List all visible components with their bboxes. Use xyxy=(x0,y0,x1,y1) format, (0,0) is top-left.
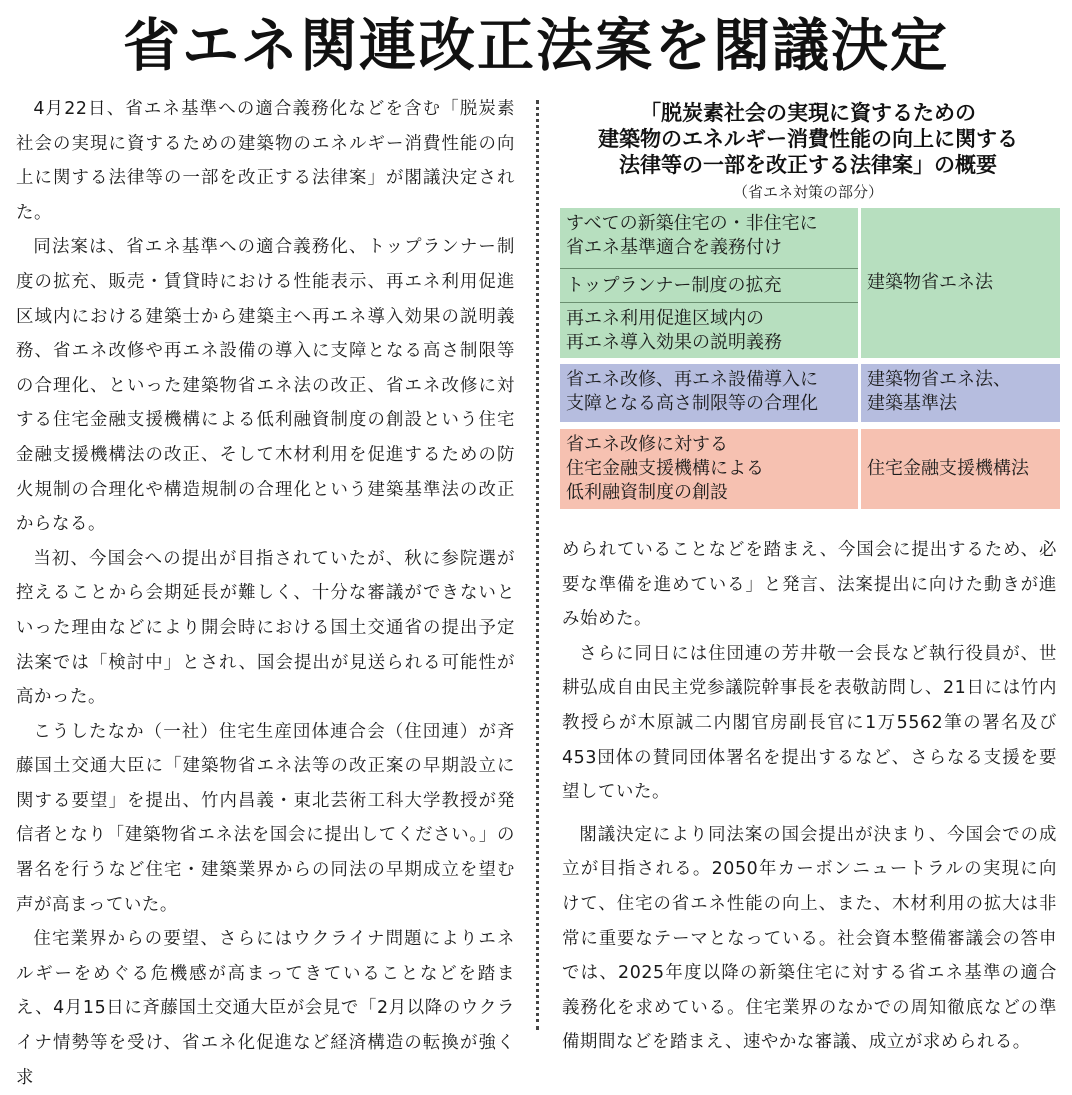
summary-group-building-energy xyxy=(560,208,1060,358)
summary-law: 建築物省エネ法、 建築基準法 xyxy=(858,364,1060,422)
paragraph: められていることなどを踏まえ、今国会に提出するため、必要な準備を進めている」と発言、法案提出に向けた動きが進み始めた。 xyxy=(562,540,1057,630)
summary-title-line: 「脱炭素社会の実現に資するための xyxy=(640,101,976,125)
paragraph: 当初、今国会への提出が目指されていたが、秋に参院選が控えることから会期延長が難しく、十分な審議ができないといった理由などにより開会時における国土交通省の提出予定法案では「検討中」とされ、国会提出が見送られる可能性が高かった。 xyxy=(16,548,515,708)
paragraph: 住宅業界からの要望、さらにはウクライナ問題によりエネルギーをめぐる危機感が高まってきていることなどを踏まえ、4月15日に斉藤国土交通大臣が会見で「2月以降のウクライナ情勢等を受け、省エネ化促進など経済構造の転換が強く求 xyxy=(16,929,515,1088)
summary-item: すべての新築住宅の・非住宅に 省エネ基準適合を義務付け xyxy=(560,208,858,268)
paragraph: 4月22日、省エネ基準への適合義務化などを含む「脱炭素社会の実現に資するための建築物のエネルギー消費性能の向上に関する法律等の一部を改正する法律案」が閣議決定された。 xyxy=(16,99,515,223)
summary-title-line: 法律等の一部を改正する法律案」の概要 xyxy=(619,153,997,177)
summary-group-height-limit xyxy=(560,364,1060,422)
headline: 省エネ関連改正法案を閣議決定 xyxy=(123,12,949,79)
summary-law: 建築物省エネ法 xyxy=(858,208,1060,358)
summary-item: トップランナー制度の拡充 xyxy=(560,268,858,302)
summary-box-subtitle: （省エネ対策の部分） xyxy=(732,183,883,201)
summary-item: 省エネ改修、再エネ設備導入に 支障となる高さ制限等の合理化 xyxy=(560,364,858,422)
paragraph: 閣議決定により同法案の国会提出が決まり、今国会での成立が目指される。2050年カーボンニュートラルの実現に向けて、住宅の省エネ性能の向上、また、木材利用の拡大は非常に重要なテーマとなっている。社会資本整備審議会の答申では、2025年度以降の新築住宅に対する省エネ基準の適合義務化を求めている。住宅業界のなかでの周知徹底などの準備期間などを踏まえ、速やかな審議、成立が求められる。 xyxy=(562,824,1057,1053)
paragraph: さらに同日には住団連の芳井敬一会長など執行役員が、世耕弘成自由民主党参議院幹事長を表敬訪問し、21日には竹内教授らが木原誠二内閣官房副長官に1万5562筆の署名及び453団体の賛同団体署名を提出するなど、さらなる支援を要望していた。 xyxy=(562,643,1057,803)
summary-title-line: 建築物のエネルギー消費性能の向上に関する xyxy=(598,127,1018,151)
summary-box-title xyxy=(558,100,1058,178)
summary-group-loan xyxy=(560,429,1060,509)
summary-item: 再エネ利用促進区域内の 再エネ導入効果の説明義務 xyxy=(560,302,858,358)
column-divider xyxy=(536,100,539,1030)
paragraph: こうしたなか（一社）住宅生産団体連合会（住団連）が斉藤国土交通大臣に「建築物省エネ法等の改正案の早期設立に関する要望」を提出、竹内昌義・東北芸術工科大学教授が発信者となり「建築物省エネ法を国会に提出してください。」の署名を行うなど住宅・建築業界からの同法の早期成立を望む声が高まっていた。 xyxy=(16,721,515,915)
article-left-column xyxy=(16,92,515,1095)
summary-item: 省エネ改修に対する 住宅金融支援機構による 低利融資制度の創設 xyxy=(560,429,858,509)
summary-law: 住宅金融支援機構法 xyxy=(858,429,1060,509)
paragraph: 同法案は、省エネ基準への適合義務化、トップランナー制度の拡充、販売・賃貸時における性能表示、再エネ利用促進区域内における建築士から建築主へ再エネ導入効果の説明義務、省エネ改修や再エネ設備の導入に支障となる高さ制限等の合理化、といった建築物省エネ法の改正、省エネ改修に対する住宅金融支援機構による低利融資制度の創設という住宅金融支援機構法の改正、そして木材利用を促進するための防火規制の合理化や構造規制の合理化という建築基準法の改正からなる。 xyxy=(16,237,515,535)
article-right-column xyxy=(562,533,1057,1060)
